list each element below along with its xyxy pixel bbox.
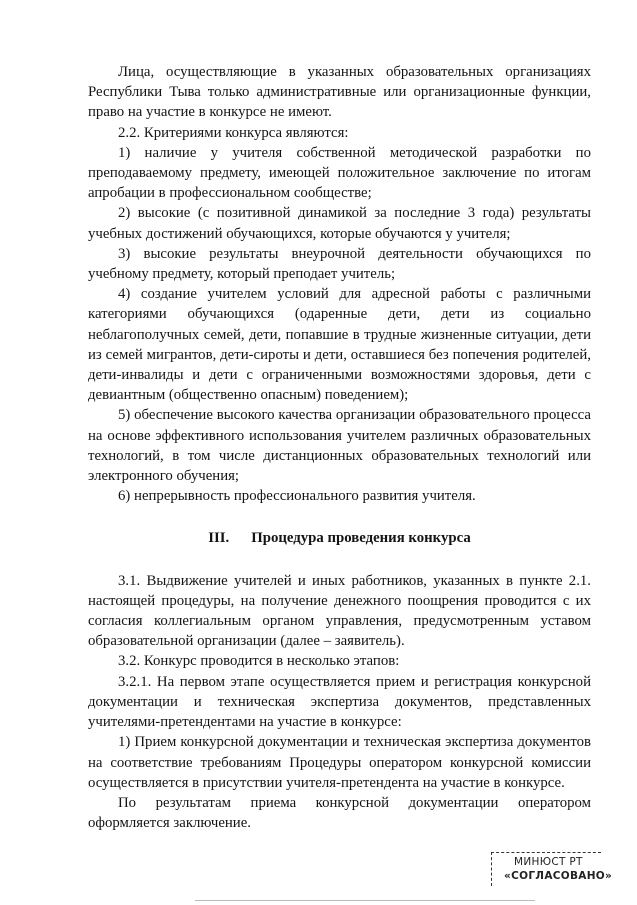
paragraph: 5) обеспечение высокого качества организации образовательного процесса на основе эффективного использования учителем различных образовательных технологий, в том числе дистанционных образовательных технологий или электронного обучения; [88,407,591,485]
paragraph: 3.1. Выдвижение учителей и иных работников, указанных в пункте 2.1. настоящей процедуры, на получение денежного поощрения проводится с их согласия коллегиальным органом управления, предусмотренным уставом образовательной организации (далее – заявитель). [88,572,591,650]
section-heading [88,528,591,548]
paragraph: 2.2. Критериями конкурса являются: [118,124,349,141]
paragraph: 6) непрерывность профессионального развития учителя. [118,488,476,505]
bottom-divider [195,900,535,901]
paragraph: 3) высокие результаты внеурочной деятельности обучающихся по учебному предмету, который преподает учитель; [88,245,591,283]
section-number: III. [208,530,230,547]
paragraph: 3.2.1. На первом этапе осуществляется прием и регистрация конкурсной документации и техническая экспертиза документов, представленных учителями-претендентами на участие в конкурсе: [88,673,591,731]
paragraph: По результатам приема конкурсной документации оператором оформляется заключение. [88,794,591,832]
paragraph: Лица, осуществляющие в указанных образовательных организациях Республики Тыва только административные или организационные функции, право на участие в конкурсе не имеют. [88,64,591,121]
approval-stamp [491,852,613,886]
paragraph: 3.2. Конкурс проводится в несколько этапов: [118,653,400,670]
document-body [88,62,591,833]
paragraph: 1) наличие у учителя собственной методической разработки по преподаваемому предмету, имеющей положительное заключение по итогам апробации в профессиональном сообществе; [88,144,591,202]
paragraph: 1) Прием конкурсной документации и техническая экспертиза документов на соответствие требованиям Процедуры оператором конкурсной комиссии осуществляется в присутствии учителя-претендента на участие в конкурсе. [88,734,591,791]
paragraph: 2) высокие (с позитивной динамикой за последние 3 года) результаты учебных достижений обучающихся, которые обучаются у учителя; [88,205,591,242]
stamp-line-approved: «СОГЛАСОВАНО» [504,870,613,882]
stamp-line-ministry: МИНЮСТ РТ [514,856,583,868]
section-title: Процедура проведения конкурса [251,530,471,547]
paragraph: 4) создание учителем условий для адресной работы с различными категориями обучающихся (одаренные дети, дети из социально неблагополучных семей, дети, попавшие в трудные жизненные ситуации, дети из семей мигрантов, дети-сироты и дети, оставшиеся без попечения родителей, дети-инвалиды и дети с ограниченными возможностями здоровья, дети с девиантным (общественно опасным) поведением); [88,286,591,404]
